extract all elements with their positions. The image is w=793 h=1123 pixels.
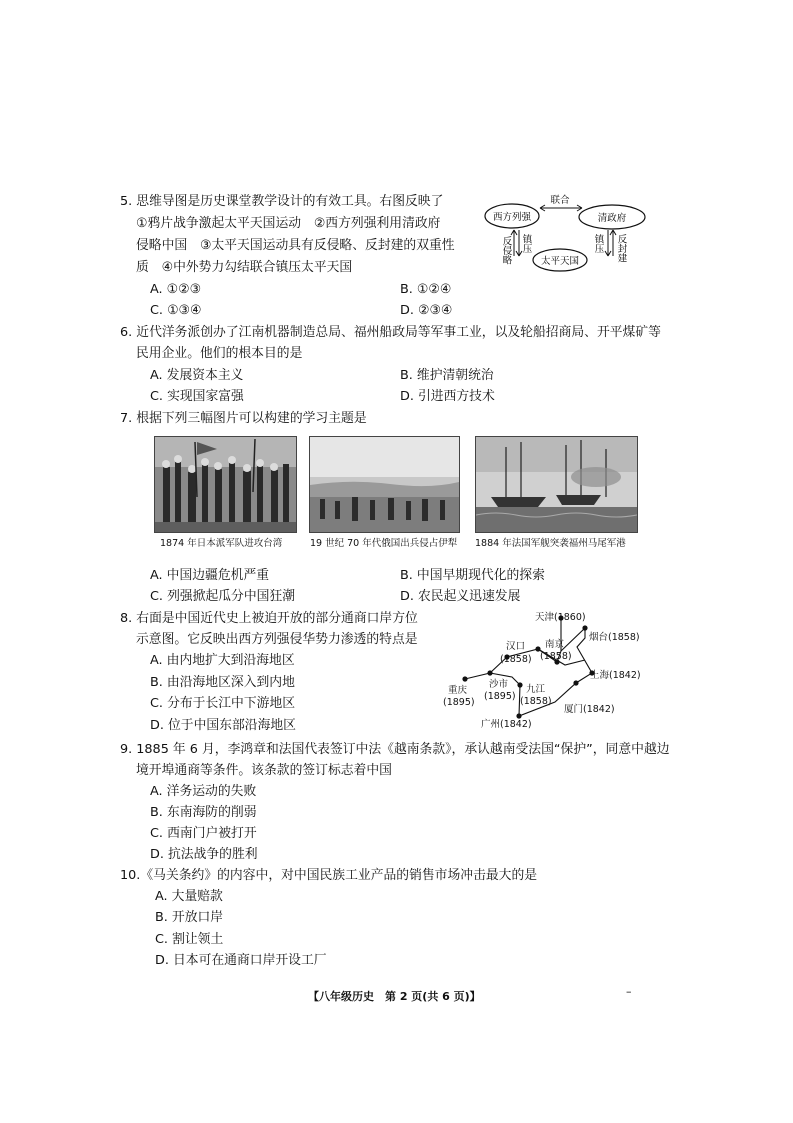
q5-stem-line-1: 5. 思维导图是历史课堂教学设计的有效工具。右图反映了 [120, 194, 444, 209]
map-label-xiamen: 厦门(1842) [564, 704, 615, 715]
q7-photo-2-yili [309, 436, 460, 533]
q6-option-c[interactable]: C. 实现国家富强 [150, 389, 244, 404]
q8-option-a[interactable]: A. 由内地扩大到沿海地区 [150, 653, 295, 668]
q8-option-b[interactable]: B. 由沿海地区深入到内地 [150, 675, 295, 690]
q9-stem-line-1: 9. 1885 年 6 月，李鸿章和法国代表签订中法《越南条款》，承认越南受法国“保护”，同意中越边 [120, 742, 670, 757]
map-label-tianjin: 天津(1860) [535, 612, 586, 623]
q10-option-a[interactable]: A. 大量赔款 [155, 889, 223, 904]
map-label-shanghai: 上海(1842) [590, 670, 641, 681]
q10-option-d[interactable]: D. 日本可在通商口岸开设工厂 [155, 953, 327, 968]
mindmap-label-left-anti-invasion: 反侵略 [500, 236, 512, 265]
page-footer: 【八年级历史 第 2 页(共 6 页)】 [308, 990, 481, 1003]
q5-stem-line-4: 质 ④中外势力勾结联合镇压太平天国 [136, 260, 353, 275]
q5-option-c[interactable]: C. ①③④ [150, 303, 202, 318]
q10-option-c[interactable]: C. 割让领土 [155, 932, 224, 947]
footer-dash: – [626, 985, 632, 998]
q8-stem-line-2: 示意图。它反映出西方列强侵华势力渗透的特点是 [136, 632, 418, 647]
q6-stem-line-1: 6. 近代洋务派创办了江南机器制造总局、福州船政局等军事工业，以及轮船招商局、开平煤矿等 [120, 325, 661, 340]
q6-option-b[interactable]: B. 维护清朝统治 [400, 368, 494, 383]
q8-option-d[interactable]: D. 位于中国东部沿海地区 [150, 718, 296, 733]
map-label-shashi: 沙市 [489, 679, 509, 690]
q9-option-b[interactable]: B. 东南海防的削弱 [150, 805, 257, 820]
q6-option-d[interactable]: D. 引进西方技术 [400, 389, 495, 404]
map-label-nanjing: 南京 [545, 639, 565, 650]
map-label-shashi-year: (1895) [484, 691, 516, 702]
map-label-guangzhou: 广州(1842) [481, 719, 532, 730]
q7-option-a[interactable]: A. 中国边疆危机严重 [150, 568, 270, 583]
q5-stem-line-3: 侵略中国 ③太平天国运动具有反侵略、反封建的双重性 [136, 238, 455, 253]
map-label-chongqing-year: (1895) [443, 697, 475, 708]
q10-option-b[interactable]: B. 开放口岸 [155, 910, 224, 925]
q6-stem-line-2: 民用企业。他们的根本目的是 [136, 346, 303, 361]
q7-stem-line-1: 7. 根据下列三幅图片可以构建的学习主题是 [120, 411, 367, 426]
map-label-jiujiang-year: (1858) [520, 696, 552, 707]
mindmap-node-taiping: 太平天国 [540, 256, 580, 267]
map-label-yantai: 烟台(1858) [589, 632, 640, 643]
q9-stem-line-2: 境开埠通商等条件。该条款的签订标志着中国 [136, 763, 392, 778]
q10-stem-line-1: 10.《马关条约》的内容中，对中国民族工业产品的销售市场冲击最大的是 [120, 868, 538, 883]
q9-option-d[interactable]: D. 抗法战争的胜利 [150, 847, 258, 862]
mindmap-node-west: 西方列强 [492, 212, 532, 223]
q8-option-c[interactable]: C. 分布于长江中下游地区 [150, 696, 296, 711]
q7-option-c[interactable]: C. 列强掀起瓜分中国狂潮 [150, 589, 296, 604]
map-label-chongqing: 重庆 [448, 685, 468, 696]
map-label-hankou-year: (1858) [500, 654, 532, 665]
map-label-jiujiang: 九江 [526, 684, 546, 695]
q7-photo-3-mawei [475, 436, 638, 533]
q5-stem-line-2: ①鸦片战争激起太平天国运动 ②西方列强利用清政府 [136, 216, 441, 231]
mindmap-node-qing: 清政府 [597, 213, 627, 224]
q7-option-d[interactable]: D. 农民起义迅速发展 [400, 589, 521, 604]
q7-caption-2: 19 世纪 70 年代俄国出兵侵占伊犁 [310, 538, 458, 549]
q9-option-a[interactable]: A. 洋务运动的失败 [150, 784, 257, 799]
q5-option-b[interactable]: B. ①②④ [400, 282, 452, 297]
mindmap-label-left-suppress: 镇压 [520, 234, 532, 253]
q8-stem-line-1: 8. 右面是中国近代史上被迫开放的部分通商口岸方位 [120, 611, 418, 626]
q9-option-c[interactable]: C. 西南门户被打开 [150, 826, 257, 841]
q5-option-a[interactable]: A. ①②③ [150, 282, 202, 297]
mindmap-label-union: 联合 [550, 195, 570, 206]
mindmap-label-right-anti-feudal: 反封建 [615, 234, 627, 263]
q7-option-b[interactable]: B. 中国早期现代化的探索 [400, 568, 545, 583]
q5-mind-map [484, 190, 654, 282]
q6-option-a[interactable]: A. 发展资本主义 [150, 368, 244, 383]
map-label-hankou: 汉口 [506, 641, 526, 652]
q5-option-d[interactable]: D. ②③④ [400, 303, 453, 318]
mindmap-label-right-suppress: 镇压 [592, 234, 604, 253]
map-label-nanjing-year: (1858) [540, 651, 572, 662]
q7-caption-3: 1884 年法国军舰突袭福州马尾军港 [475, 538, 626, 549]
q7-caption-1: 1874 年日本派军队进攻台湾 [160, 538, 283, 549]
q7-photo-1-taiwan [154, 436, 297, 533]
